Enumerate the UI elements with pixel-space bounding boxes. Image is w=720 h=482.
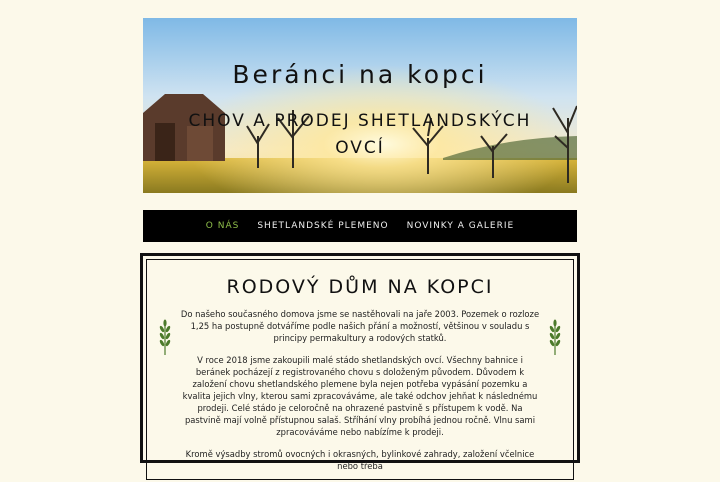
article-body [179, 308, 541, 482]
sunset-meadow-image [143, 18, 577, 193]
nav-item-shetlandske-plemeno[interactable]: SHETLANDSKÉ PLEMENO [257, 221, 389, 231]
content-card [140, 253, 580, 471]
paragraph: Do našeho současného domova jsme se nastěhovali na jaře 2003. Pozemek o rozloze 1,25 ha postupně dotváříme podle našich přání a možností, většinou v souladu s principy permakultury a rodových statků. [180, 309, 540, 343]
wheat-icon [158, 319, 172, 359]
paragraph: Kromě výsadby stromů ovocných i okrasných, bylinkové zahrady, založení včelnice nebo třeba [185, 449, 535, 471]
nav-item-novinky-a-galerie[interactable]: NOVINKY A GALERIE [406, 221, 515, 231]
paragraph: V roce 2018 jsme zakoupili malé stádo shetlandských ovcí. Všechny bahnice i beránek pocházejí z registrovaného chovu s doloženým původem. Důvodem k založení chovu shetlandského plemene byla nejen potřeba vypásání pozemku a kvalita jejich vlny, kterou sami zpracováváme, ale také odchov jehňat k následnému prodeji. Celé stádo je celoročně na ohrazené pastvině s přístupem k vodě. Na pastvině mají volně přístupnou salaš. Stříhání vlny probíhá jednou ročně. Vlnu sami zpracováváme nebo nabízíme k prodeji. [182, 355, 538, 437]
site-title[interactable]: Beránci na kopci [232, 60, 488, 89]
wheat-icon [548, 319, 562, 359]
nav-item-o-nas[interactable]: O NÁS [205, 221, 240, 231]
header-banner [143, 18, 577, 193]
page-title: RODOVÝ DŮM NA KOPCI [226, 276, 494, 298]
main-nav [143, 210, 577, 242]
site-tagline: CHOV A PRODEJ SHETLANDSKÝCH OVCÍ [188, 111, 532, 158]
